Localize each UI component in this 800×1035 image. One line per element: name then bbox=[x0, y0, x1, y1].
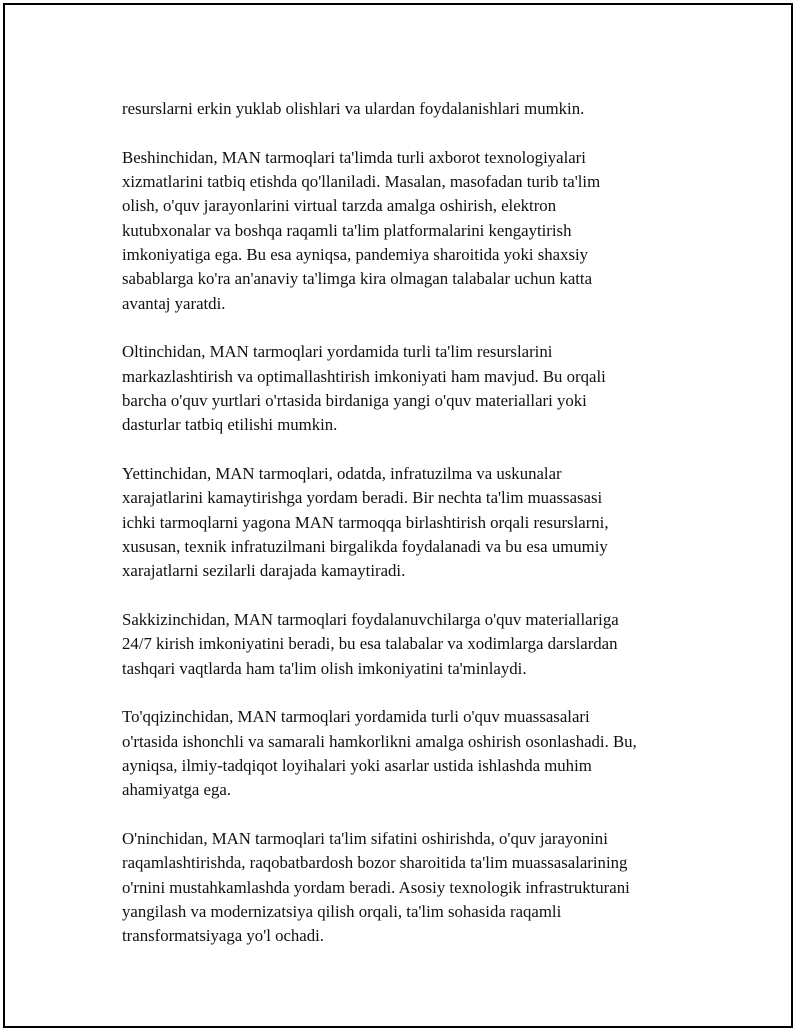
text-line: o'rnini mustahkamlashda yordam beradi. Asosiy texnologik infrastrukturani bbox=[122, 877, 630, 897]
paragraph-oltinchidan bbox=[122, 340, 702, 437]
text-line: dasturlar tatbiq etilishi mumkin. bbox=[122, 415, 338, 435]
text-line: xarajatlarni sezilarli darajada kamaytiradi. bbox=[122, 561, 406, 581]
paragraph-continuation bbox=[122, 97, 702, 121]
text-line: tashqari vaqtlarda ham ta'lim olish imkoniyatini ta'minlaydi. bbox=[122, 658, 527, 678]
text-line: Yettinchidan, MAN tarmoqlari, odatda, infratuzilma va uskunalar bbox=[122, 464, 562, 484]
page-frame bbox=[3, 3, 793, 1028]
paragraph-toqqizinchidan bbox=[122, 705, 702, 802]
text-line: sabablarga ko'ra an'anaviy ta'limga kira olmagan talabalar uchun katta bbox=[122, 269, 593, 289]
text-line: Beshinchidan, MAN tarmoqlari ta'limda turli axborot texnologiyalari bbox=[122, 147, 586, 167]
text-line: raqamlashtirishda, raqobatbardosh bozor sharoitida ta'lim muassasalarining bbox=[122, 853, 628, 873]
paragraph-yettinchidan bbox=[122, 462, 702, 583]
text-line: yangilash va modernizatsiya qilish orqali, ta'lim sohasida raqamli bbox=[122, 902, 562, 922]
paragraph-beshinchidan bbox=[122, 146, 702, 316]
text-line: ichki tarmoqlarni yagona MAN tarmoqqa birlashtirish orqali resurslarni, bbox=[122, 512, 609, 532]
text-line: 24/7 kirish imkoniyatini beradi, bu esa talabalar va xodimlarga darslardan bbox=[122, 634, 618, 654]
text-line: xarajatlarini kamaytirishga yordam beradi. Bir nechta ta'lim muassasasi bbox=[122, 488, 603, 508]
text-line: markazlashtirish va optimallashtirish imkoniyati ham mavjud. Bu orqali bbox=[122, 366, 606, 386]
text-line: avantaj yaratdi. bbox=[122, 293, 226, 313]
text-line: imkoniyatiga ega. Bu esa ayniqsa, pandemiya sharoitida yoki shaxsiy bbox=[122, 244, 589, 264]
text-line: barcha o'quv yurtlari o'rtasida birdaniga yangi o'quv materiallari yoki bbox=[122, 390, 587, 410]
text-line: xususan, texnik infratuzilmani birgalikda foydalanadi va bu esa umumiy bbox=[122, 536, 608, 556]
text-line: resurslarni erkin yuklab olishlari va ulardan foydalanishlari mumkin. bbox=[122, 99, 585, 118]
document-body bbox=[122, 97, 702, 973]
text-line: transformatsiyaga yo'l ochadi. bbox=[122, 926, 325, 946]
text-line: Oltinchidan, MAN tarmoqlari yordamida turli ta'lim resurslarini bbox=[122, 342, 553, 362]
text-line: xizmatlarini tatbiq etishda qo'llaniladi. Masalan, masofadan turib ta'lim bbox=[122, 172, 601, 192]
text-line: ahamiyatga ega. bbox=[122, 780, 232, 800]
text-line: ayniqsa, ilmiy-tadqiqot loyihalari yoki asarlar ustida ishlashda muhim bbox=[122, 756, 592, 776]
text-line: o'rtasida ishonchli va samarali hamkorlikni amalga oshirish osonlashadi. Bu, bbox=[122, 731, 637, 751]
text-line: kutubxonalar va boshqa raqamli ta'lim platformalarini kengaytirish bbox=[122, 220, 572, 240]
paragraph-oninchidan bbox=[122, 827, 702, 948]
text-line: O'ninchidan, MAN tarmoqlari ta'lim sifatini oshirishda, o'quv jarayonini bbox=[122, 829, 608, 849]
paragraph-sakkizinchidan bbox=[122, 608, 702, 681]
text-line: Sakkizinchidan, MAN tarmoqlari foydalanuvchilarga o'quv materiallariga bbox=[122, 610, 619, 630]
text-line: olish, o'quv jarayonlarini virtual tarzda amalga oshirish, elektron bbox=[122, 196, 557, 216]
text-line: To'qqizinchidan, MAN tarmoqlari yordamida turli o'quv muassasalari bbox=[122, 707, 590, 727]
